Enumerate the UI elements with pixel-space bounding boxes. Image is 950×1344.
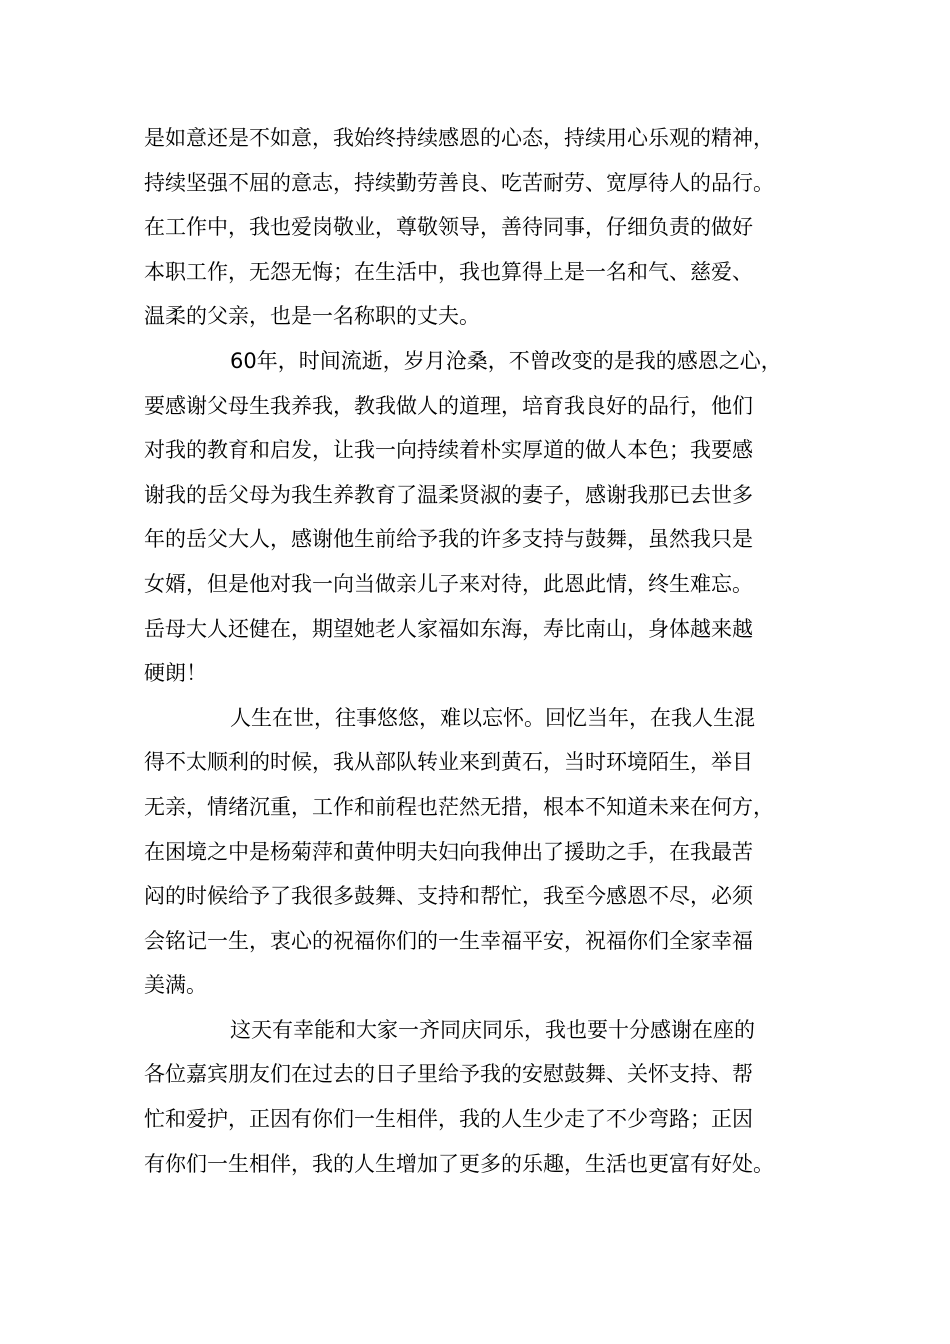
paragraph-line: 各位嘉宾朋友们在过去的日子里给予我的安慰鼓舞、关怀支持、帮	[144, 1062, 753, 1087]
paragraph-line: 在困境之中是杨菊萍和黄仲明夫妇向我伸出了援助之手，在我最苦	[144, 839, 753, 864]
document-body	[144, 116, 812, 1186]
paragraph-first-line: 60年，时间流逝，岁月沧桑，不曾改变的是我的感恩之心，	[230, 348, 782, 373]
paragraph-line: 女婿，但是他对我一向当做亲儿子来对待，此恩此情，终生难忘。	[144, 571, 753, 596]
paragraph-line: 硬朗！	[144, 661, 207, 686]
paragraph-first-line: 这天有幸能和大家一齐同庆同乐，我也要十分感谢在座的	[230, 1017, 755, 1042]
paragraph-line: 闷的时候给予了我很多鼓舞、支持和帮忙，我至今感恩不尽，必须	[144, 884, 753, 909]
paragraph-3	[144, 696, 812, 1008]
paragraph-line: 持续坚强不屈的意志，持续勤劳善良、吃苦耐劳、宽厚待人的品行。	[144, 170, 774, 195]
paragraph-first-line: 人生在世，往事悠悠，难以忘怀。回忆当年，在我人生混	[230, 705, 755, 730]
paragraph-line: 要感谢父母生我养我，教我做人的道理，培育我良好的品行，他们	[144, 393, 753, 418]
paragraph-line: 温柔的父亲，也是一名称职的丈夫。	[144, 304, 480, 329]
paragraph-line: 在工作中，我也爱岗敬业，尊敬领导，善待同事，仔细负责的做好	[144, 215, 753, 240]
paragraph-line: 美满。	[144, 973, 207, 998]
paragraph-line: 岳母大人还健在，期望她老人家福如东海，寿比南山，身体越来越	[144, 616, 753, 641]
paragraph-line: 年的岳父大人，感谢他生前给予我的许多支持与鼓舞，虽然我只是	[144, 527, 753, 552]
paragraph-line: 是如意还是不如意，我始终持续感恩的心态，持续用心乐观的精神，	[144, 126, 774, 150]
paragraph-line: 忙和爱护，正因有你们一生相伴，我的人生少走了不少弯路；正因	[144, 1107, 753, 1132]
paragraph-line: 谢我的岳父母为我生养教育了温柔贤淑的妻子，感谢我那已去世多	[144, 482, 753, 507]
paragraph-line: 本职工作，无怨无悔；在生活中，我也算得上是一名和气、慈爱、	[144, 259, 753, 284]
paragraph-4	[144, 1008, 812, 1186]
paragraph-line: 有你们一生相伴，我的人生增加了更多的乐趣，生活也更富有好处。	[144, 1151, 774, 1176]
paragraph-line: 无亲，情绪沉重，工作和前程也茫然无措，根本不知道未来在何方，	[144, 794, 774, 819]
paragraph-line: 会铭记一生，衷心的祝福你们的一生幸福平安，祝福你们全家幸福	[144, 928, 753, 953]
paragraph-line: 对我的教育和启发，让我一向持续着朴实厚道的做人本色；我要感	[144, 438, 753, 463]
paragraph-2	[144, 339, 812, 696]
paragraph-1	[144, 116, 812, 339]
paragraph-line: 得不太顺利的时候，我从部队转业来到黄石，当时环境陌生，举目	[144, 750, 753, 775]
